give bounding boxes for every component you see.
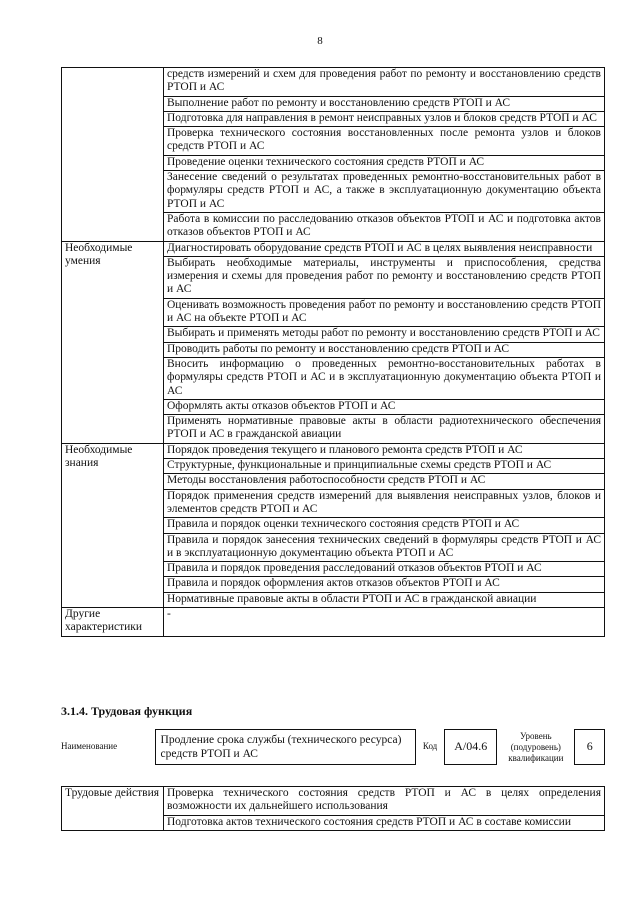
row-item: Порядок применения средств измерений для выявления неисправных узлов, блоков и элементов средств РТОП и АС xyxy=(164,489,605,518)
row-item: Проведение оценки технического состояния средств РТОП и АС xyxy=(164,155,605,170)
row-label xyxy=(62,68,164,242)
section-title: 3.1.4. Трудовая функция xyxy=(61,704,193,718)
table-row xyxy=(62,68,605,97)
name-label: Наименование xyxy=(61,741,118,752)
row-item: Порядок проведения текущего и планового ремонта средств РТОП и АС xyxy=(164,443,605,458)
row-item: Выбирать необходимые материалы, инструменты и приспособления, средства измерения и схемы для проведения работ по ремонту и восстановлению средств РТОП и АС xyxy=(164,256,605,298)
row-label: Необходимые умения xyxy=(62,241,164,443)
row-label: Трудовые действия xyxy=(62,787,164,831)
row-item: Структурные, функциональные и принципиальные схемы средств РТОП и АС xyxy=(164,459,605,474)
row-item: Проверка технического состояния средств РТОП и АС в целях определения возможности их дальнейшего использования xyxy=(164,787,605,816)
row-item: Проводить работы по ремонту и восстановлению средств РТОП и АС xyxy=(164,342,605,357)
row-item: Подготовка для направления в ремонт неисправных узлов и блоков средств РТОП и АС xyxy=(164,111,605,126)
row-item: Выполнение работ по ремонту и восстановлению средств РТОП и АС xyxy=(164,96,605,111)
row-item: - xyxy=(164,607,605,636)
skills-table xyxy=(61,67,605,637)
row-item: Оценивать возможность проведения работ по ремонту и восстановлению средств РТОП и АС на объекте РТОП и АС xyxy=(164,298,605,327)
table-row xyxy=(62,241,605,256)
code-value: А/04.6 xyxy=(445,730,497,765)
table-row xyxy=(62,607,605,636)
level-label: Уровень (подуровень) квалификации xyxy=(508,730,564,763)
name-value: Продление срока службы (технического ресурса) средств РТОП и АС xyxy=(155,730,415,765)
level-value: 6 xyxy=(575,730,605,765)
row-item: Оформлять акты отказов объектов РТОП и АС xyxy=(164,399,605,414)
row-item: Нормативные правовые акты в области РТОП и АС в гражданской авиации xyxy=(164,592,605,607)
labor-function-header xyxy=(61,729,605,765)
page-number: 8 xyxy=(317,35,323,47)
row-item: Занесение сведений о результатах проведенных ремонтно-восстановительных работ в формуляры средств РТОП и АС, а также в эксплуатационную документацию объекта РТОП и АС xyxy=(164,171,605,213)
row-label: Необходимые знания xyxy=(62,443,164,607)
table-row xyxy=(62,787,605,816)
row-item: Правила и порядок оформления актов отказов объектов РТОП и АС xyxy=(164,577,605,592)
row-item: Правила и порядок занесения технических сведений в формуляры средств РТОП и АС и в эксплуатационную документацию объекта РТОП и АС xyxy=(164,533,605,562)
row-item: Работа в комиссии по расследованию отказов объектов РТОП и АС и подготовка актов отказов объектов РТОП и АС xyxy=(164,212,605,241)
row-item: Подготовка актов технического состояния средств РТОП и АС в составе комиссии xyxy=(164,815,605,830)
row-label: Другие характеристики xyxy=(62,607,164,636)
row-item: Вносить информацию о проведенных ремонтно-восстановительных работах в формуляры средств РТОП и АС и в эксплуатационную документацию объекта РТОП и АС xyxy=(164,357,605,399)
labor-actions-table xyxy=(61,786,605,831)
row-item: Правила и порядок проведения расследований отказов объектов РТОП и АС xyxy=(164,562,605,577)
row-item: Выбирать и применять методы работ по ремонту и восстановлению средств РТОП и АС xyxy=(164,327,605,342)
row-item: Диагностировать оборудование средств РТОП и АС в целях выявления неисправности xyxy=(164,241,605,256)
row-item: средств измерений и схем для проведения работ по ремонту и восстановлению средств РТОП и АС xyxy=(164,68,605,97)
row-item: Проверка технического состояния восстановленных после ремонта узлов и блоков средств РТОП и АС xyxy=(164,127,605,156)
row-item: Методы восстановления работоспособности средств РТОП и АС xyxy=(164,474,605,489)
row-item: Применять нормативные правовые акты в области радиотехнического обеспечения РТОП и АС в гражданской авиации xyxy=(164,415,605,444)
code-label: Код xyxy=(422,741,438,752)
row-item: Правила и порядок оценки технического состояния средств РТОП и АС xyxy=(164,518,605,533)
table-row xyxy=(62,443,605,458)
